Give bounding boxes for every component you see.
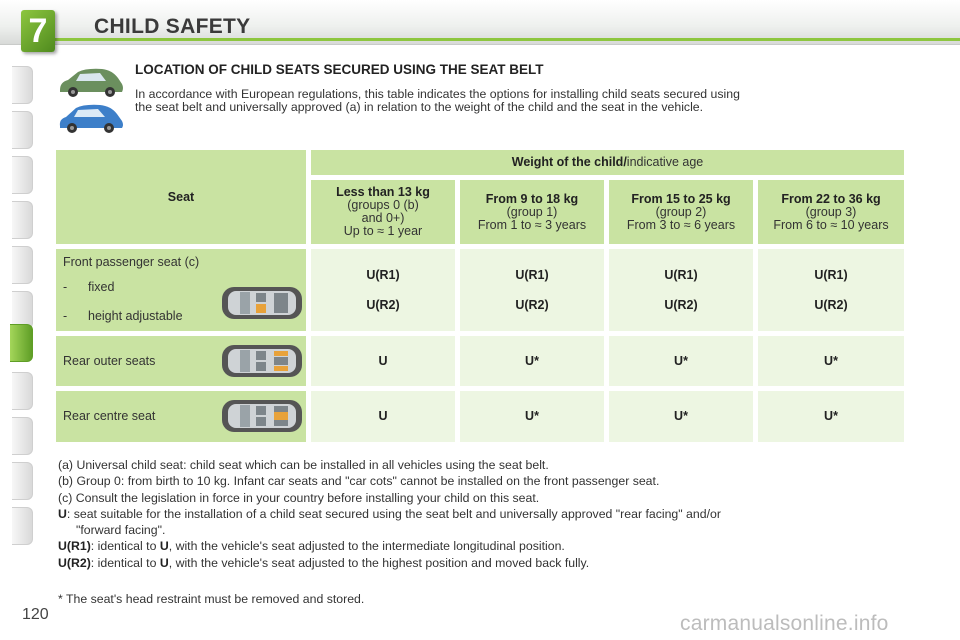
note-a: (a) Universal child seat: child seat which can be installed in all vehicles using the seat belt. bbox=[58, 458, 549, 472]
blue-car-icon bbox=[60, 105, 123, 133]
col-header-4-line-1: (group 3) bbox=[805, 204, 857, 219]
chapter-tab-1[interactable] bbox=[12, 66, 33, 104]
rear-centre-val2: U* bbox=[525, 409, 539, 423]
note-ur1-rest: , with the vehicle's seat adjusted to the intermediate longitudinal position. bbox=[168, 539, 565, 554]
rear-centre-col1 bbox=[311, 391, 455, 442]
front-r1-col3: U(R1) bbox=[664, 267, 698, 282]
weight-header-bold: Weight of the child/ bbox=[511, 155, 627, 169]
notes-block bbox=[58, 457, 908, 571]
weight-header-rest: indicative age bbox=[626, 155, 704, 169]
front-sub2-dash: - bbox=[63, 309, 68, 323]
col-header-4 bbox=[758, 180, 904, 244]
note-ur1-key: U(R1) bbox=[58, 539, 91, 554]
chapter-tab-3[interactable] bbox=[12, 156, 33, 194]
rear-outer-col1 bbox=[311, 336, 455, 386]
page-header bbox=[0, 0, 960, 50]
section-title: LOCATION OF CHILD SEATS SECURED USING THE SEAT BELT bbox=[135, 62, 544, 77]
col-header-1-line-3: Up to ≈ 1 year bbox=[343, 224, 423, 238]
car-top-view-front-seat-icon bbox=[220, 284, 304, 322]
col-header-1-line-1: (groups 0 (b) bbox=[347, 198, 419, 212]
chapter-tab-7-active[interactable] bbox=[10, 324, 33, 362]
note-c: (c) Consult the legislation in force in your country before installing your child on this seat. bbox=[58, 490, 540, 505]
rear-centre-val1: U bbox=[378, 409, 388, 423]
weight-header-cell bbox=[311, 150, 904, 175]
page-number: 120 bbox=[22, 606, 49, 623]
rear-centre-val4: U* bbox=[824, 409, 838, 423]
rear-centre-val3: U* bbox=[674, 409, 688, 423]
rear-centre-col2 bbox=[460, 391, 604, 442]
front-sub1-label: fixed bbox=[88, 280, 115, 294]
front-r2-col2: U(R2) bbox=[515, 297, 549, 312]
col-header-3-line-2: From 3 to ≈ 6 years bbox=[626, 217, 736, 232]
col-header-2 bbox=[460, 180, 604, 244]
rear-centre-label: Rear centre seat bbox=[63, 409, 156, 423]
note-ur2-mid: : identical to bbox=[90, 555, 160, 570]
chapter-tab-10[interactable] bbox=[12, 462, 33, 500]
col-header-2-line-1: (group 1) bbox=[506, 204, 558, 219]
rear-outer-val2: U* bbox=[525, 353, 539, 368]
front-cell-col3 bbox=[609, 249, 753, 331]
rear-outer-label: Rear outer seats bbox=[63, 354, 156, 368]
watermark: carmanualsonline.info bbox=[680, 612, 889, 635]
chapter-title: CHILD SAFETY bbox=[94, 15, 251, 38]
col-header-4-line-2: From 6 to ≈ 10 years bbox=[773, 217, 889, 232]
intro-line-1: In accordance with European regulations, this table indicates the options for installing child seats secured using bbox=[135, 87, 740, 101]
front-cell-col4 bbox=[758, 249, 904, 331]
note-u bbox=[58, 506, 908, 522]
chapter-tab-9[interactable] bbox=[12, 417, 33, 455]
col-header-3-line-1: (group 2) bbox=[655, 204, 707, 219]
car-top-view-rear-outer-icon bbox=[220, 342, 304, 380]
front-r1-col4: U(R1) bbox=[814, 267, 848, 282]
footnote: * The seat's head restraint must be removed and stored. bbox=[58, 592, 365, 606]
front-r1-col1: U(R1) bbox=[366, 267, 400, 282]
col-header-2-line-2: From 1 to ≈ 3 years bbox=[477, 217, 587, 232]
chapter-tab-5[interactable] bbox=[12, 246, 33, 284]
note-ur1-u: U bbox=[159, 539, 169, 554]
front-r2-col3: U(R2) bbox=[664, 297, 698, 312]
col-header-1-title: Less than 13 kg bbox=[336, 185, 430, 199]
front-cell-col2 bbox=[460, 249, 604, 331]
front-sub2-label: height adjustable bbox=[88, 309, 183, 323]
col-header-3-title: From 15 to 25 kg bbox=[631, 191, 731, 206]
note-u-text-2: "forward facing". bbox=[76, 523, 166, 538]
note-u-text-1: : seat suitable for the installation of a child seat secured using the seat belt and universally approved "rear facing" and/or bbox=[66, 506, 721, 521]
note-ur2-key: U(R2) bbox=[58, 555, 91, 570]
seat-header: Seat bbox=[167, 189, 195, 204]
chapter-tab-2[interactable] bbox=[12, 111, 33, 149]
rear-outer-col4 bbox=[758, 336, 904, 386]
chapter-tab-4[interactable] bbox=[12, 201, 33, 239]
intro-line-2: the seat belt and universally approved (a) in relation to the weight of the child and the seat in the vehicle. bbox=[135, 100, 704, 114]
note-ur1 bbox=[58, 538, 908, 554]
seat-header-cell bbox=[56, 150, 306, 244]
rear-outer-col2 bbox=[460, 336, 604, 386]
col-header-3 bbox=[609, 180, 753, 244]
note-ur1-mid: : identical to bbox=[90, 539, 160, 554]
chapter-tab-8[interactable] bbox=[12, 372, 33, 410]
note-ur2-rest: , with the vehicle's seat adjusted to the highest position and moved back fully. bbox=[168, 555, 590, 570]
car-top-view-rear-centre-icon bbox=[220, 397, 304, 435]
rear-outer-col3 bbox=[609, 336, 753, 386]
child-seat-table bbox=[56, 150, 904, 442]
rear-outer-val4: U* bbox=[824, 353, 838, 368]
front-r2-col4: U(R2) bbox=[814, 297, 848, 312]
front-r1-col2: U(R1) bbox=[515, 267, 549, 282]
chapter-number-badge: 7 bbox=[21, 10, 55, 52]
rear-centre-col4 bbox=[758, 391, 904, 442]
col-header-2-title: From 9 to 18 kg bbox=[485, 191, 579, 206]
note-b: (b) Group 0: from birth to 10 kg. Infant car seats and "car cots" cannot be installed on the front passenger seat. bbox=[58, 474, 660, 489]
front-sub1-dash: - bbox=[63, 280, 68, 294]
note-u-key: U bbox=[58, 506, 67, 521]
note-ur2-u: U bbox=[159, 555, 169, 570]
front-r2-col1: U(R2) bbox=[366, 297, 400, 312]
green-car-icon bbox=[60, 69, 123, 97]
intro-paragraph bbox=[135, 88, 910, 114]
col-header-4-title: From 22 to 36 kg bbox=[781, 191, 881, 206]
rear-outer-val3: U* bbox=[674, 353, 688, 368]
front-cell-col1 bbox=[311, 249, 455, 331]
chapter-tab-11[interactable] bbox=[12, 507, 33, 545]
chapter-tabs bbox=[0, 66, 36, 578]
note-ur2 bbox=[58, 555, 908, 571]
car-models-icon bbox=[56, 64, 126, 136]
rear-outer-val1: U bbox=[378, 353, 388, 368]
front-passenger-label: Front passenger seat (c) bbox=[63, 255, 200, 269]
col-header-1-line-2: and 0+) bbox=[361, 211, 405, 225]
rear-centre-col3 bbox=[609, 391, 753, 442]
col-header-1 bbox=[311, 180, 455, 244]
